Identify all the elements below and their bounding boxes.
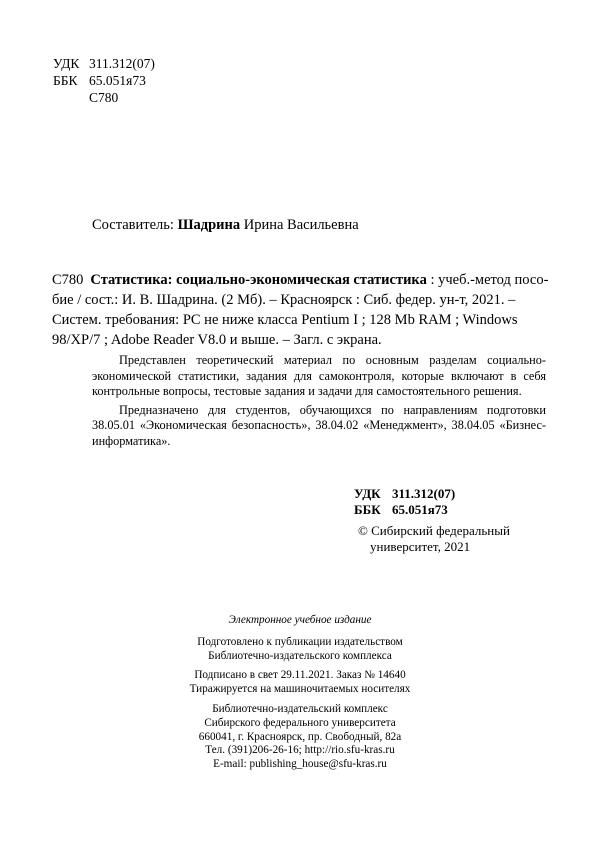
prepared-line-2: Библиотечно-издательского комплекса bbox=[208, 649, 392, 662]
prepared-by bbox=[0, 636, 600, 664]
abstract-paragraph-2: Предназначено для студентов, обучающихся по направлениям подготовки 38.05.01 «Экономическая безопасность», 38.04.02 «Менеджмент», 38.04.05 «Бизнес-информатика». bbox=[92, 402, 546, 448]
abstract bbox=[92, 353, 546, 450]
prepared-line-1: Подготовлено к публикации издательством bbox=[197, 635, 403, 648]
author-code: С780 bbox=[89, 90, 119, 105]
copyright-line-1: © Сибирский федеральный bbox=[358, 523, 510, 538]
footer-udk-row bbox=[354, 486, 455, 502]
biblio-line-3: Систем. требования: PC не ниже класса Pentium I ; 128 Mb RAM ; Windows bbox=[52, 312, 518, 328]
bibliographic-record bbox=[52, 270, 549, 350]
biblio-line1-rest: : учеб.-метод посо- bbox=[426, 272, 549, 288]
publisher-imprint bbox=[0, 614, 600, 778]
biblio-line-4: 98/XP/7 ; Adobe Reader V8.0 и выше. – Загл. с экрана. bbox=[52, 332, 382, 348]
bbk-label: ББК bbox=[53, 73, 78, 88]
footer-bbk-value: 65.051я73 bbox=[392, 501, 448, 517]
classification-block bbox=[53, 55, 155, 106]
biblio-line-1 bbox=[52, 270, 549, 290]
udk-row bbox=[53, 55, 155, 72]
publisher-name-2: Сибирского федерального университета bbox=[204, 716, 396, 729]
bbk-row bbox=[53, 72, 155, 89]
copies-line: Тиражируется на машиночитаемых носителях bbox=[189, 683, 411, 696]
edition-type: Электронное учебное издание bbox=[228, 614, 372, 626]
bbk-value: 65.051я73 bbox=[89, 73, 146, 88]
publisher-contacts bbox=[0, 703, 600, 772]
copyright-line-2: университет, 2021 bbox=[370, 538, 471, 554]
footer-udk-label: УДК bbox=[354, 486, 381, 501]
copyright-notice bbox=[358, 523, 510, 554]
footer-bbk-row bbox=[354, 502, 455, 518]
author-code-row bbox=[53, 89, 155, 106]
compiler-line bbox=[92, 217, 359, 234]
udk-label: УДК bbox=[53, 56, 80, 71]
biblio-line-2: бие / сост.: И. В. Шадрина. (2 Мб). – Красноярск : Сиб. федер. ун-т, 2021. – bbox=[52, 292, 516, 308]
signed-line: Подписано в свет 29.11.2021. Заказ № 14640 bbox=[194, 669, 406, 682]
biblio-code: С780 bbox=[52, 272, 84, 288]
publication-info bbox=[0, 669, 600, 697]
publisher-email: E-mail: publishing_house@sfu-kras.ru bbox=[213, 758, 387, 771]
publisher-address: 660041, г. Красноярск, пр. Свободный, 82а bbox=[198, 730, 402, 743]
compiler-surname: Шадрина bbox=[177, 217, 241, 233]
publisher-phone: Тел. (391)206-26-16; http://rio.sfu-kras.ru bbox=[205, 744, 395, 757]
abstract-paragraph-1: Представлен теоретический материал по основным разделам социально-экономической статистики, задания для самоконтроля, которые включают в себя контрольные вопросы, тестовые задания и задачи для самостоятельного решения. bbox=[92, 353, 546, 399]
footer-classification bbox=[354, 486, 455, 517]
footer-udk-value: 311.312(07) bbox=[392, 486, 456, 501]
publisher-name-1: Библиотечно-издательский комплекс bbox=[212, 702, 388, 715]
compiler-prefix: Составитель: bbox=[92, 217, 178, 233]
book-title: Статистика: социально-экономическая статистика bbox=[90, 272, 427, 288]
compiler-given-names: Ирина Васильевна bbox=[240, 217, 359, 233]
udk-value: 311.312(07) bbox=[89, 56, 155, 71]
footer-bbk-label: ББК bbox=[354, 501, 381, 517]
